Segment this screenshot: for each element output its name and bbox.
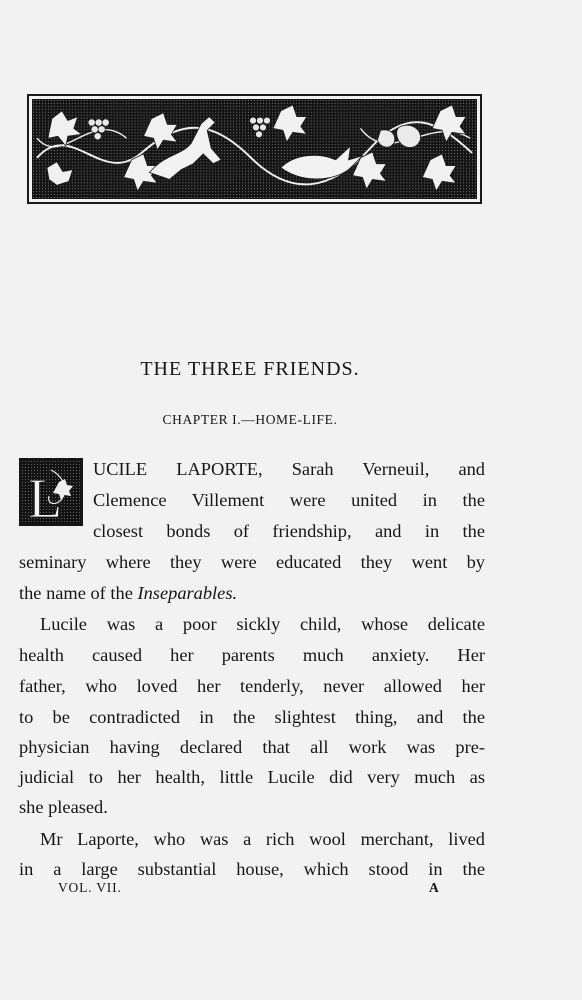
text-line: father, who loved her tenderly, never allowed her: [19, 676, 485, 696]
headpiece-ornament: [27, 94, 482, 204]
volume-number: VOL. VII.: [58, 880, 122, 895]
italic-term: Inseparables.: [137, 583, 238, 603]
text-line: health caused her parents much anxiety. Her: [19, 645, 485, 665]
text-line: UCILE LAPORTE, Sarah Verneuil, and: [93, 459, 485, 479]
text-line: closest bonds of friendship, and in the: [93, 521, 485, 541]
text-line: judicial to her health, little Lucile did very much as: [19, 767, 485, 787]
chapter-heading: CHAPTER I.—HOME-LIFE.: [162, 412, 338, 427]
text-line: Mr Laporte, who was a rich wool merchant, lived: [40, 829, 485, 849]
text-line: she pleased.: [19, 797, 108, 817]
text-line: to be contradicted in the slightest thing, and the: [19, 707, 485, 727]
floral-vine-icon: [32, 99, 477, 199]
signature-mark: A: [429, 880, 439, 895]
text-line: Clemence Villement were united in the: [93, 490, 485, 510]
text-span: the name of the: [19, 583, 138, 603]
text-line: seminary where they were educated they went by: [19, 552, 485, 572]
drop-cap-letter: L: [28, 468, 63, 524]
story-title: THE THREE FRIENDS.: [140, 358, 360, 380]
text-line: [19, 584, 485, 602]
ornamental-initial-icon: [21, 460, 81, 524]
text-line: in a large substantial house, which stood in the: [19, 859, 485, 879]
text-line: Lucile was a poor sickly child, whose delicate: [40, 614, 485, 634]
text-line: physician having declared that all work was pre-: [19, 737, 485, 757]
drop-cap: [19, 458, 83, 526]
